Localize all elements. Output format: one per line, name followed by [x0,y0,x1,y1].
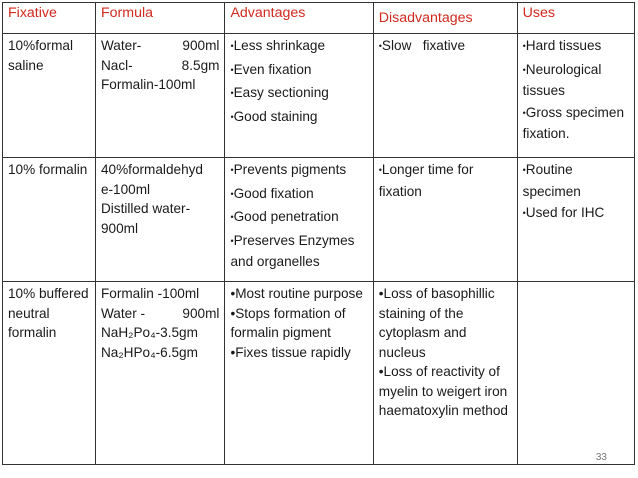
formula-amount: 8.5gm [181,57,220,73]
formula-line [101,343,219,363]
formula-name: NaH₂Po₄-3.5gm [100,325,198,340]
advantage-item: •Less shrinkage [230,38,326,53]
disadvantage-item: •Longer time for fixation [378,162,474,199]
advantages-cell [225,282,373,465]
advantage-item: •Prevents pigments [230,162,347,177]
advantage-item: •Most routine purpose [230,286,363,301]
use-item: •Neurological tissues [522,61,602,98]
formula-name: Nacl- [100,57,133,73]
table-row [3,158,635,282]
use-item: •Gross specimen fixation. [522,104,625,141]
disadvantage-item: •Slow fixative [378,38,466,53]
formula-line [101,36,219,56]
bullet-icon: • [230,165,234,175]
uses-cell [517,158,634,282]
header-row [3,3,635,34]
advantage-item: •Good fixation [230,185,314,201]
use-item: •Used for IHC [522,205,605,220]
bullet-icon: • [522,208,526,218]
bullet-icon: • [230,111,234,122]
bullet-icon: • [230,344,236,360]
bullet-icon: • [230,64,234,75]
formula-line [101,75,219,95]
disadvantages-cell [373,34,517,158]
header-uses: Uses [517,3,634,34]
formula-cell [95,34,224,158]
fixative-cell [3,34,96,158]
fixative-line: saline [8,57,44,73]
disadvantage-item: •Loss of reactivity of myelin to weigert iron haematoxylin method [378,364,508,418]
bullet-icon: • [522,41,526,51]
uses-cell [517,34,634,158]
formula-amount: 900ml [182,38,220,53]
bullet-icon: • [230,305,236,321]
formula-line: 900ml [100,220,138,236]
formula-line [101,304,219,324]
advantage-item: •Preserves Enzymes and organelles [230,232,355,269]
bullet-icon: • [230,286,236,301]
bullet-icon: • [230,188,234,199]
uses-cell [517,282,634,465]
bullet-icon: • [378,364,384,379]
advantage-item: •Even fixation [230,61,312,77]
advantage-item: •Fixes tissue rapidly [230,344,351,360]
formula-line: 40%formaldehyd [100,162,203,177]
fixative-line: 10% formalin [8,162,88,177]
bullet-icon: • [378,286,384,301]
formula-line [101,284,219,304]
formula-line [101,323,219,343]
formula-name: Formalin-100ml [100,77,196,92]
formula-amount: 900ml [182,305,220,321]
advantage-item: •Stops formation of formalin pigment [230,305,346,340]
formula-cell [95,282,224,465]
fixative-line: neutral [8,305,50,321]
advantages-cell [225,34,373,158]
bullet-icon: • [230,235,234,246]
bullet-icon: • [230,41,234,51]
formula-line: Distilled water- [100,201,191,216]
table-row [3,282,635,465]
advantage-item: •Easy sectioning [230,85,329,100]
fixative-line: formalin [8,325,57,340]
advantages-cell [225,158,373,282]
formula-line: e-100ml [100,181,151,197]
bullet-icon: • [378,41,382,51]
fixatives-table [2,2,635,465]
use-item: •Hard tissues [522,38,602,53]
fixative-cell [3,282,96,465]
bullet-icon: • [230,212,234,222]
formula-name: Water- [100,38,142,53]
disadvantages-cell [373,158,517,282]
header-disadvantages: Disadvantages [373,3,517,34]
header-fixative: Fixative [3,3,96,34]
page-number: 33 [595,452,607,463]
bullet-icon: • [522,107,526,118]
header-advantages: Advantages [225,3,373,34]
formula-line [101,56,219,76]
advantage-item: •Good staining [230,108,318,124]
fixative-cell [3,158,96,282]
formula-name: Na₂HPo₄-6.5gm [100,344,198,360]
disadvantage-item: •Loss of basophillic staining of the cytoplasm and nucleus [378,286,495,360]
bullet-icon: • [378,165,382,175]
bullet-icon: • [230,88,234,98]
formula-name: Formalin -100ml [100,286,200,301]
advantage-item: •Good penetration [230,209,339,224]
formula-cell [95,158,224,282]
fixative-line: 10%formal [8,38,73,53]
formula-name: Water - [100,305,146,321]
bullet-icon: • [522,165,526,175]
use-item: •Routine specimen [522,162,581,199]
header-formula: Formula [95,3,224,34]
fixative-line: 10% buffered [8,286,89,301]
table-row [3,34,635,158]
disadvantages-cell [373,282,517,465]
bullet-icon: • [522,64,526,75]
